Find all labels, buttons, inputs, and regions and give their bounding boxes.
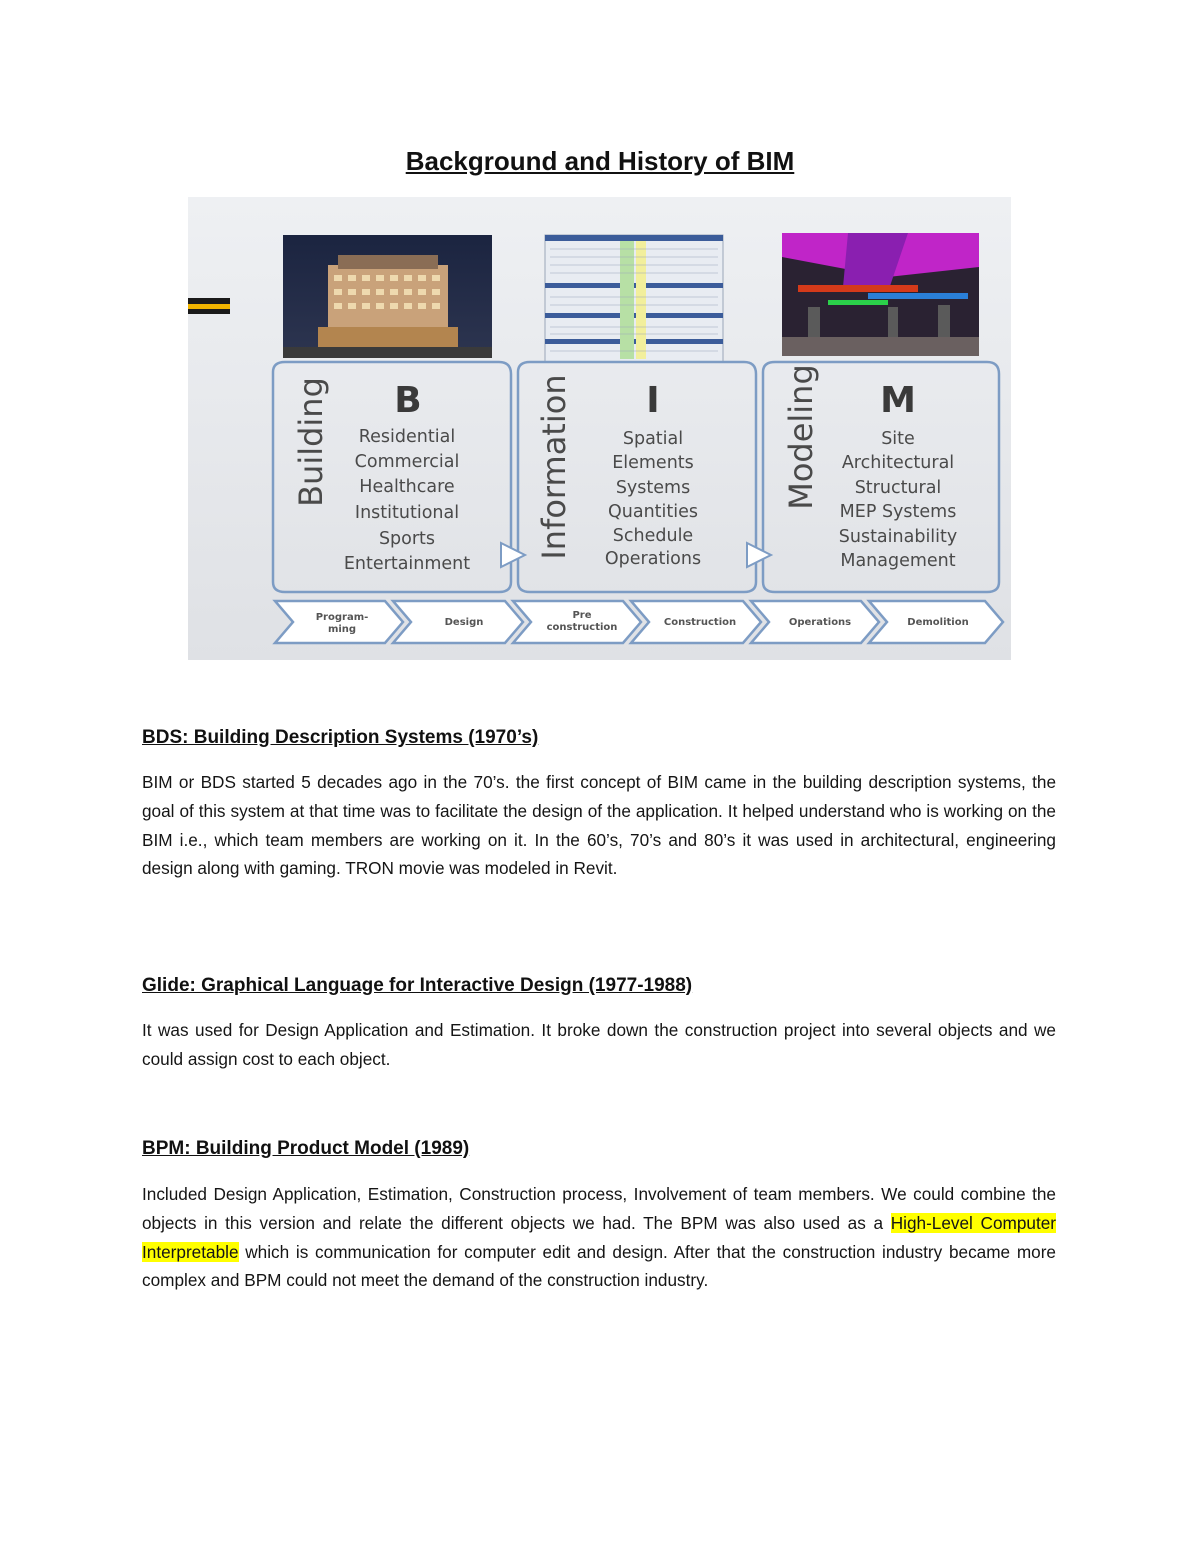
b-item: Healthcare: [359, 477, 455, 497]
b-item: Sports: [378, 529, 436, 549]
phase-label: construction: [546, 622, 618, 633]
phase-label: Pre: [572, 610, 592, 621]
accent-bar-yellow: [188, 304, 230, 309]
b-item: Institutional: [354, 503, 460, 523]
section-heading-glide: Glide: Graphical Language for Interactive Design (1977-1988): [142, 975, 693, 996]
m-item: Site: [881, 429, 915, 449]
i-item: Quantities: [607, 502, 699, 522]
m-item: Structural: [854, 478, 942, 498]
page-title: Background and History of BIM: [405, 146, 795, 176]
paragraph-text: which is communication for computer edit and design. After that the construction industry became more complex and BPM could not meet the demand of the construction industry.: [142, 1241, 1056, 1291]
section-paragraph-glide: It was used for Design Application and Estimation. It broke down the construction project into several objects and we could assign cost to each object.: [142, 1020, 1056, 1069]
phase-label: Design: [444, 617, 484, 628]
i-item: Schedule: [612, 526, 694, 546]
phase-label: Construction: [663, 617, 737, 628]
b-item: Entertainment: [343, 554, 471, 574]
i-item: Spatial: [622, 429, 684, 449]
section-heading-bds: BDS: Building Description Systems (1970’s): [142, 727, 539, 748]
bim-diagram-figure: [188, 197, 1011, 660]
i-item: Operations: [604, 549, 702, 569]
letter-m: M: [880, 380, 916, 421]
b-item: Commercial: [354, 452, 460, 472]
paragraph-text: Included Design Application, Estimation, Construction process, Involvement of team members. We could combine the objects in this version and relate the different objects we had. The BPM was also used as a: [142, 1184, 1056, 1233]
m-item: MEP Systems: [839, 502, 957, 522]
m-item: Architectural: [841, 453, 955, 473]
side-word-information: Information: [535, 374, 573, 560]
highlighted-term: High-Level Computer Interpretable: [142, 1212, 1057, 1262]
section-heading-bpm: BPM: Building Product Model (1989): [142, 1138, 470, 1159]
phase-label: Program-: [315, 612, 369, 623]
side-word-building: Building: [292, 377, 330, 507]
section-paragraph-bds: BIM or BDS started 5 decades ago in the 70’s. the first concept of BIM came in the building description systems, the goal of this system at that time was to facilitate the design of the application. It helped understand who is working on the BIM i.e., which team members are working on it. In the 60’s, 70’s and 80’s it was used in architectural, engineering design along with gaming. TRON movie was modeled in Revit.: [142, 772, 1056, 879]
letter-i: I: [646, 380, 660, 421]
m-item: Management: [840, 551, 956, 571]
i-item: Elements: [612, 453, 694, 473]
letter-b: B: [394, 380, 422, 421]
m-item: Sustainability: [838, 527, 958, 547]
mep-photo: [782, 233, 979, 356]
i-item: Systems: [615, 478, 691, 498]
phase-label: Demolition: [907, 617, 969, 628]
building-photo: [283, 235, 492, 358]
section-paragraph-bpm: [142, 1180, 1056, 1295]
phase-label: Operations: [788, 617, 852, 628]
side-word-modeling: Modeling: [782, 364, 820, 510]
schedule-screenshot: [545, 235, 723, 362]
phase-label: ming: [327, 624, 357, 635]
b-item: Residential: [358, 427, 456, 447]
